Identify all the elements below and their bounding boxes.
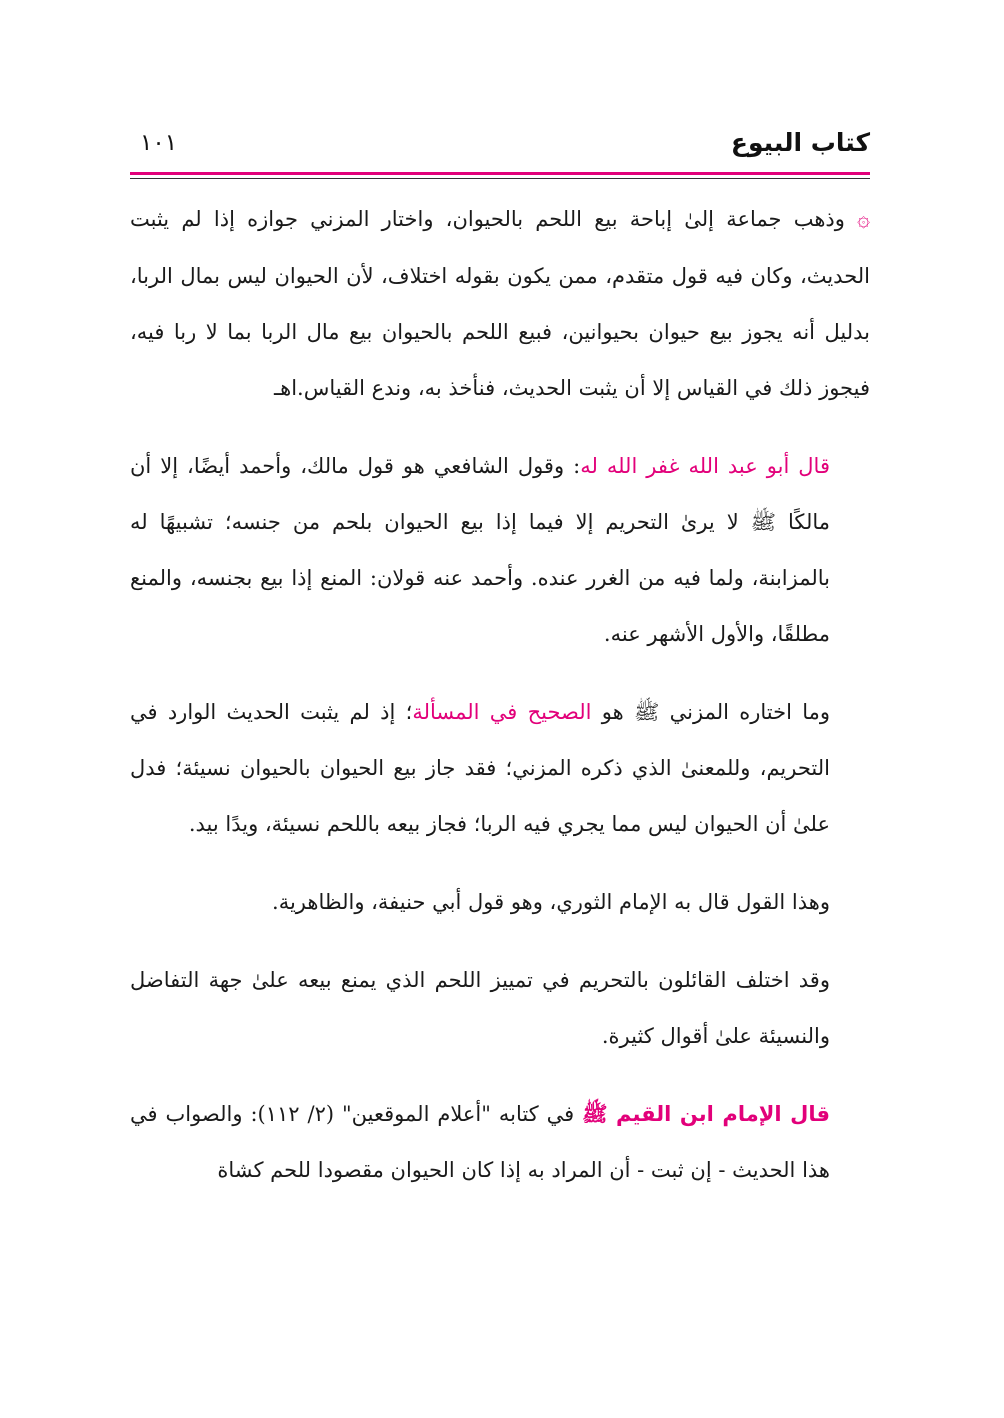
header-rule-thin xyxy=(130,178,870,179)
paragraph-3-after: ؛ إذ لم يثبت الحديث الوارد في التحريم، وللمعنىٰ الذي ذكره المزني؛ فقد جاز بيع الحيوان بالحيوان نسيئة؛ فدل علىٰ أن الحيوان ليس مما يجري فيه الربا؛ فجاز بيعه باللحم نسيئة، ويدًا بيد. xyxy=(130,700,830,836)
paragraph-4 xyxy=(130,874,870,930)
paragraph-1-text: وذهب جماعة إلىٰ إباحة بيع اللحم بالحيوان، واختار المزني جوازه إذا لم يثبت الحديث، وكان فيه قول متقدم، ممن يكون بقوله اختلاف، لأن الحيوان ليس بمال الربا، بدليل أنه يجوز بيع حيوان بحيوانين، فبيع اللحم بالحيوان بيع مال الربا بما لا ربا فيه، فيجوز ذلك في القياس إلا أن يثبت الحديث، فنأخذ به، وندع القياس.اهـ xyxy=(130,207,870,400)
paragraph-5-text: وقد اختلف القائلون بالتحريم في تمييز اللحم الذي يمنع بيعه علىٰ جهة التفاضل والنسيئة علىٰ أقوال كثيرة. xyxy=(130,968,830,1048)
paragraph-3 xyxy=(130,684,870,852)
page-header xyxy=(130,120,870,166)
chapter-title: كتاب البيوع xyxy=(730,128,870,157)
paragraph-3-before: وما اختاره المزني ﷺ هو xyxy=(591,700,830,724)
page xyxy=(130,120,870,1220)
author-attribution: قال أبو عبد الله غفر الله له xyxy=(580,454,830,478)
page-number: ١٠١ xyxy=(140,130,178,156)
paragraph-5 xyxy=(130,952,870,1064)
paragraph-6-text: في كتابه "أعلام الموقعين" (٢/ ١١٢): والصواب في هذا الحديث - إن ثبت - أن المراد به إذا كان الحيوان مقصودا للحم كشاة xyxy=(130,1102,830,1182)
page-content xyxy=(130,191,870,1198)
paragraph-2-text: : وقول الشافعي هو قول مالك، وأحمد أيضًا، إلا أن مالكًا ﷺ لا يرىٰ التحريم إلا فيما إذا بيع الحيوان بلحم من جنسه؛ تشبيهًا له بالمزابنة، ولما فيه من الغرر عنده. وأحمد عنه قولان: المنع إذا بيع بجنسه، والمنع مطلقًا، والأول الأشهر عنه. xyxy=(130,454,830,646)
quote-attribution: قال الإمام ابن القيم ﷺ xyxy=(582,1102,830,1126)
paragraph-2 xyxy=(130,438,870,662)
highlight-text: الصحيح في المسألة xyxy=(412,700,592,724)
header-rule xyxy=(130,172,870,175)
paragraph-1 xyxy=(130,191,870,416)
paragraph-4-text: وهذا القول قال به الإمام الثوري، وهو قول أبي حنيفة، والظاهرية. xyxy=(272,890,830,914)
flower-icon: ۞ xyxy=(857,207,870,232)
paragraph-6 xyxy=(130,1086,870,1198)
